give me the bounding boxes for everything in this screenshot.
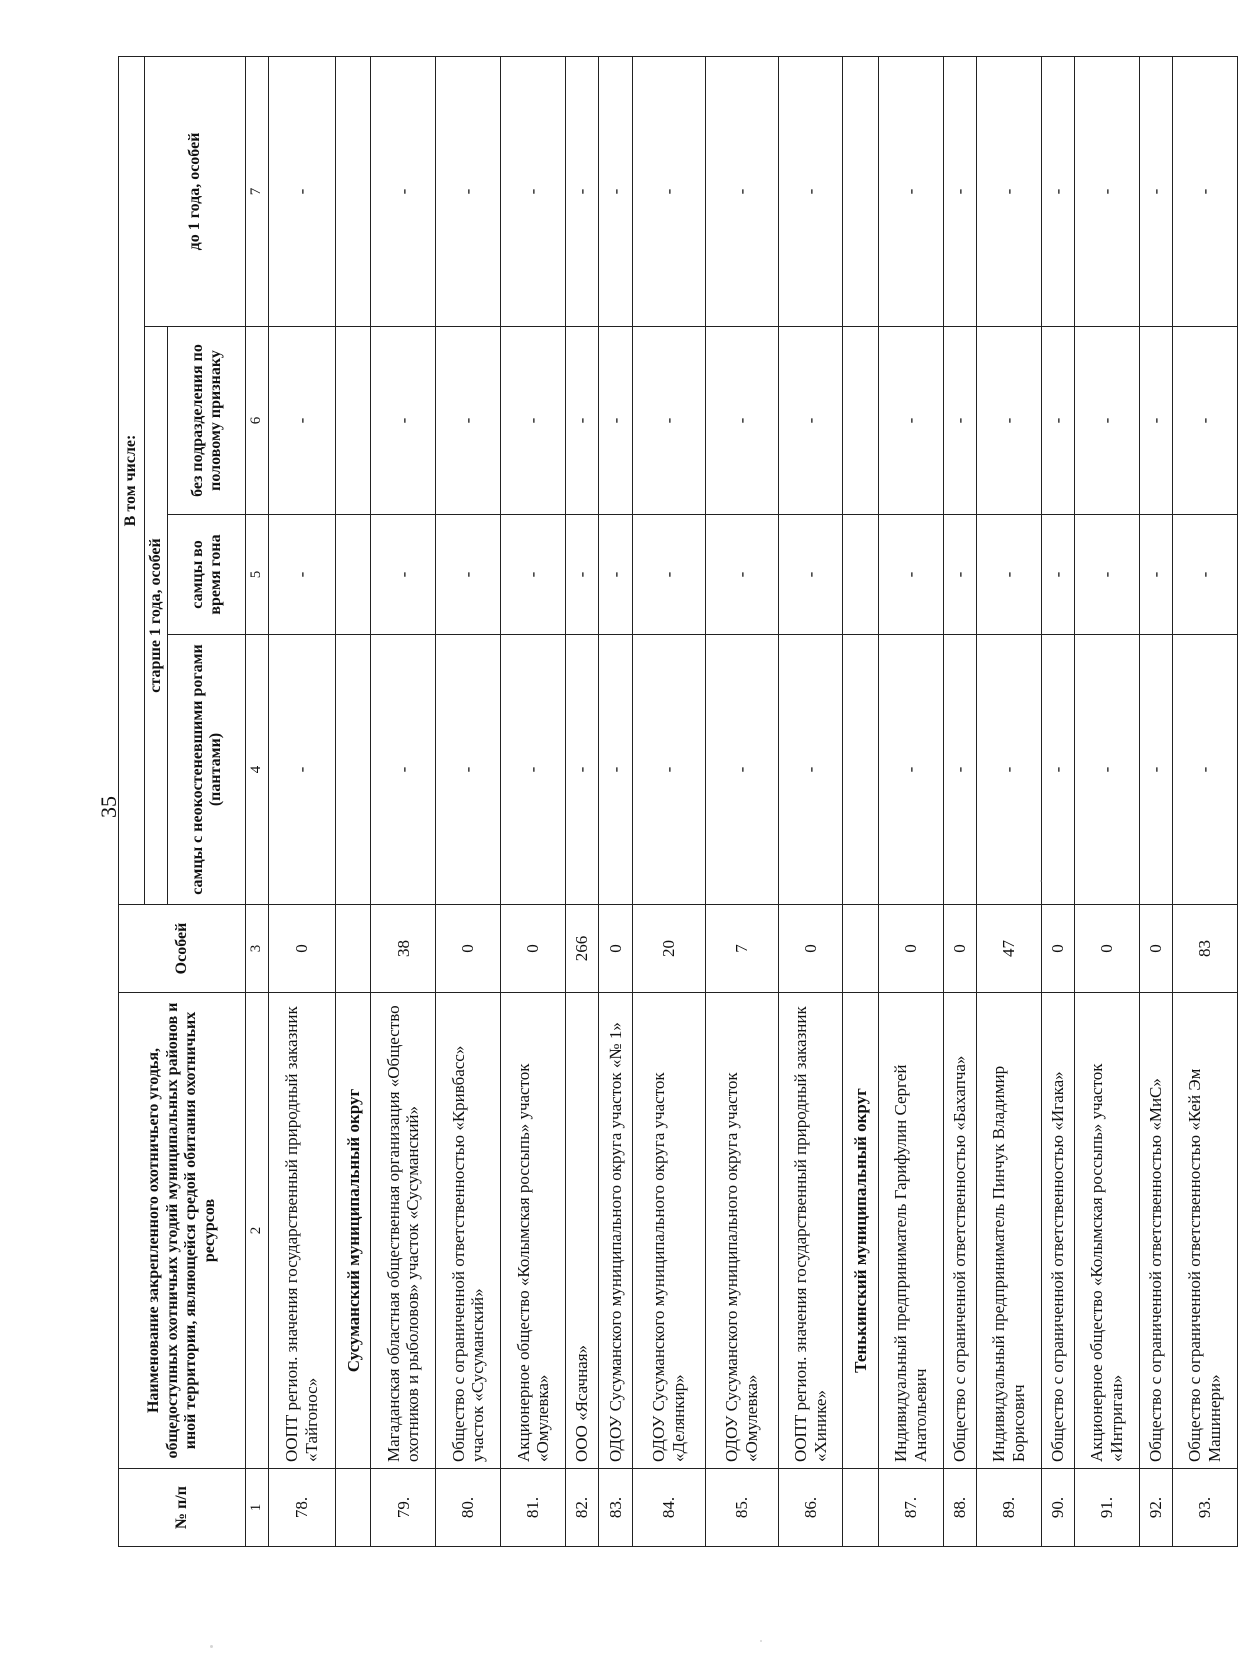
scan-speck <box>210 1645 213 1648</box>
table-row <box>943 56 976 1546</box>
row-count: 0 <box>436 905 501 993</box>
row-young: - <box>778 56 843 326</box>
scan-speck <box>760 1640 762 1642</box>
header-num: № п/п <box>119 1469 246 1547</box>
row-name: ООПТ регион. значения государственный природный заказник «Тайгонос» <box>268 993 336 1469</box>
row-number: 81. <box>501 1469 566 1547</box>
row-number: 90. <box>1041 1469 1074 1547</box>
row-name: ОДОУ Сусуманского муниципального округа участок «Делянкир» <box>632 993 705 1469</box>
row-gon: - <box>778 515 843 635</box>
row-nosex: - <box>1139 327 1172 515</box>
row-count: 0 <box>268 905 336 993</box>
row-gon: - <box>566 515 599 635</box>
row-nosex: - <box>566 327 599 515</box>
row-young: - <box>878 56 943 326</box>
table-row <box>501 56 566 1546</box>
header-nosex: без подразделения по половому признаку <box>168 327 246 515</box>
table-row <box>976 56 1041 1546</box>
row-name: Общество с ограниченной ответственностью «МиС» <box>1139 993 1172 1469</box>
section-title: Тенькинский муниципальный округ <box>843 993 878 1469</box>
row-panty: - <box>632 635 705 905</box>
row-count: 20 <box>632 905 705 993</box>
row-number: 86. <box>778 1469 843 1547</box>
row-panty: - <box>1172 635 1237 905</box>
row-young: - <box>436 56 501 326</box>
row-young: - <box>599 56 632 326</box>
section-row <box>843 56 878 1546</box>
row-number: 88. <box>943 1469 976 1547</box>
row-number: 92. <box>1139 1469 1172 1547</box>
row-nosex: - <box>1041 327 1074 515</box>
row-young: - <box>371 56 436 326</box>
row-panty: - <box>599 635 632 905</box>
row-gon: - <box>371 515 436 635</box>
table-row <box>705 56 778 1546</box>
row-young: - <box>1074 56 1139 326</box>
row-name: Акционерное общество «Колымская россыпь» участок «Омулевка» <box>501 993 566 1469</box>
row-number: 93. <box>1172 1469 1237 1547</box>
row-panty: - <box>878 635 943 905</box>
row-name: ООПТ регион. значения государственный природный заказник «Хинике» <box>778 993 843 1469</box>
row-gon: - <box>1139 515 1172 635</box>
row-number: 89. <box>976 1469 1041 1547</box>
row-number: 78. <box>268 1469 336 1547</box>
row-nosex: - <box>943 327 976 515</box>
column-number: 3 <box>246 905 268 993</box>
row-name: Акционерное общество «Колымская россыпь» участок «Интриган» <box>1074 993 1139 1469</box>
row-gon: - <box>1041 515 1074 635</box>
row-panty: - <box>705 635 778 905</box>
section-row <box>336 56 371 1546</box>
row-young: - <box>1041 56 1074 326</box>
row-name: Общество с ограниченной ответственностью «Кей Эм Машинери» <box>1172 993 1237 1469</box>
header-name: Наименование закрепленного охотничьего угодья, общедоступных охотничьих угодий муниципальных районов и иной территории, являющейся средой обитания охотничьих ресурсов <box>119 993 246 1469</box>
row-nosex: - <box>1172 327 1237 515</box>
column-number: 1 <box>246 1469 268 1547</box>
column-number: 2 <box>246 993 268 1469</box>
row-gon: - <box>436 515 501 635</box>
row-count: 266 <box>566 905 599 993</box>
row-panty: - <box>976 635 1041 905</box>
header-young: до 1 года, особей <box>145 56 246 326</box>
row-nosex: - <box>878 327 943 515</box>
row-count: 0 <box>943 905 976 993</box>
row-count: 0 <box>1139 905 1172 993</box>
header-in-total: В том числе: <box>119 56 145 904</box>
row-gon: - <box>943 515 976 635</box>
row-count: 47 <box>976 905 1041 993</box>
row-count: 0 <box>778 905 843 993</box>
table-row <box>566 56 599 1546</box>
column-numbers-row <box>246 56 268 1546</box>
row-number: 83. <box>599 1469 632 1547</box>
report-table-container <box>118 57 1238 1547</box>
column-number: 6 <box>246 327 268 515</box>
row-gon: - <box>1074 515 1139 635</box>
column-number: 5 <box>246 515 268 635</box>
row-young: - <box>566 56 599 326</box>
row-number: 91. <box>1074 1469 1139 1547</box>
table-row <box>1041 56 1074 1546</box>
row-count: 38 <box>371 905 436 993</box>
row-gon: - <box>599 515 632 635</box>
row-young: - <box>1172 56 1237 326</box>
row-young: - <box>1139 56 1172 326</box>
row-gon: - <box>976 515 1041 635</box>
row-gon: - <box>705 515 778 635</box>
row-name: Индивидуальный предприниматель Пинчук Владимир Борисович <box>976 993 1041 1469</box>
row-name: Общество с ограниченной ответственностью «Кривбасс» участок «Сусуманский» <box>436 993 501 1469</box>
row-young: - <box>632 56 705 326</box>
row-young: - <box>976 56 1041 326</box>
row-nosex: - <box>501 327 566 515</box>
header-count: Особей <box>119 905 246 993</box>
row-number: 85. <box>705 1469 778 1547</box>
row-count: 0 <box>1041 905 1074 993</box>
row-name: ОДОУ Сусуманского муниципального округа участок «Омулевка» <box>705 993 778 1469</box>
table-row <box>778 56 843 1546</box>
row-name: ОДОУ Сусуманского муниципального округа участок «№ 1» <box>599 993 632 1469</box>
row-gon: - <box>268 515 336 635</box>
header-gon: самцы во время гона <box>168 515 246 635</box>
report-table <box>118 56 1238 1547</box>
row-panty: - <box>371 635 436 905</box>
table-row <box>1074 56 1139 1546</box>
row-nosex: - <box>599 327 632 515</box>
row-nosex: - <box>705 327 778 515</box>
page-number: 35 <box>96 796 121 818</box>
row-panty: - <box>1074 635 1139 905</box>
row-panty: - <box>943 635 976 905</box>
column-number: 4 <box>246 635 268 905</box>
row-name: Индивидуальный предприниматель Гарифулин Сергей Анатольевич <box>878 993 943 1469</box>
scan-speck <box>1040 880 1042 882</box>
row-panty: - <box>268 635 336 905</box>
row-count: 7 <box>705 905 778 993</box>
row-panty: - <box>566 635 599 905</box>
row-number: 80. <box>436 1469 501 1547</box>
row-nosex: - <box>268 327 336 515</box>
row-young: - <box>943 56 976 326</box>
section-title: Сусуманский муниципальный округ <box>336 993 371 1469</box>
table-row <box>1139 56 1172 1546</box>
row-gon: - <box>632 515 705 635</box>
row-count: 83 <box>1172 905 1237 993</box>
table-row <box>599 56 632 1546</box>
column-number: 7 <box>246 56 268 326</box>
row-nosex: - <box>632 327 705 515</box>
table-row <box>1172 56 1237 1546</box>
row-nosex: - <box>371 327 436 515</box>
table-row <box>371 56 436 1546</box>
row-panty: - <box>778 635 843 905</box>
row-panty: - <box>1041 635 1074 905</box>
row-panty: - <box>1139 635 1172 905</box>
row-name: Магаданская областная общественная организация «Общество охотников и рыболовов» участок «Сусуманский» <box>371 993 436 1469</box>
header-panty: самцы с неокостеневшими рогами (пантами) <box>168 635 246 905</box>
row-panty: - <box>436 635 501 905</box>
row-nosex: - <box>976 327 1041 515</box>
row-gon: - <box>878 515 943 635</box>
row-young: - <box>268 56 336 326</box>
row-count: 0 <box>501 905 566 993</box>
row-name: Общество с ограниченной ответственностью «Игака» <box>1041 993 1074 1469</box>
row-number: 87. <box>878 1469 943 1547</box>
row-gon: - <box>1172 515 1237 635</box>
row-young: - <box>705 56 778 326</box>
row-count: 0 <box>878 905 943 993</box>
row-count: 0 <box>1074 905 1139 993</box>
row-gon: - <box>501 515 566 635</box>
table-row <box>878 56 943 1546</box>
table-row <box>436 56 501 1546</box>
row-number: 82. <box>566 1469 599 1547</box>
row-panty: - <box>501 635 566 905</box>
row-number: 79. <box>371 1469 436 1547</box>
table-row <box>268 56 336 1546</box>
row-name: ООО «Ясачная» <box>566 993 599 1469</box>
row-young: - <box>501 56 566 326</box>
row-nosex: - <box>778 327 843 515</box>
row-name: Общество с ограниченной ответственностью «Бахапча» <box>943 993 976 1469</box>
row-nosex: - <box>1074 327 1139 515</box>
table-row <box>632 56 705 1546</box>
row-nosex: - <box>436 327 501 515</box>
row-count: 0 <box>599 905 632 993</box>
row-number: 84. <box>632 1469 705 1547</box>
header-older: старше 1 года, особей <box>145 327 168 905</box>
